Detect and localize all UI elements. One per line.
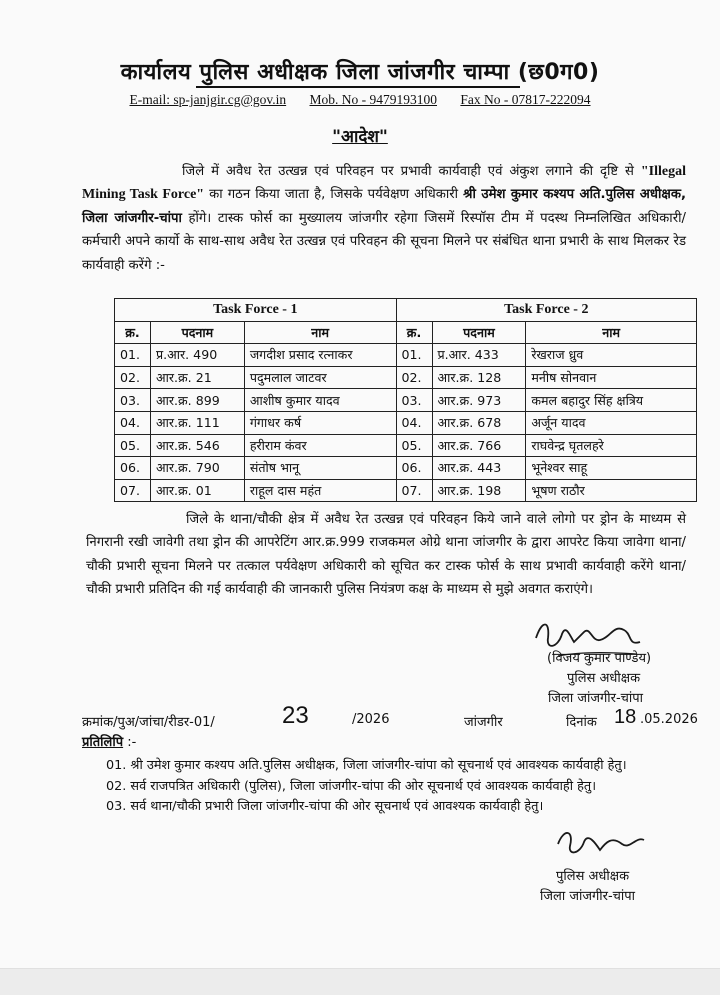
table-cell: 06. — [396, 457, 432, 480]
table-row — [115, 389, 697, 412]
table-row — [115, 434, 697, 457]
reference-prefix: क्रमांक/पुअ/जांचा/रीडर-01/ — [82, 715, 215, 730]
table-cell: गंगाधर कर्ष — [244, 411, 396, 434]
table-row — [115, 344, 697, 367]
signatory-designation: पुलिस अधीक्षक — [556, 869, 630, 884]
table-cell: 05. — [396, 434, 432, 457]
table-cell: मनीष सोनवान — [526, 366, 697, 389]
office-title: कार्यालय पुलिस अधीक्षक जिला जांजगीर चाम्पा (छ0ग0) — [120, 60, 600, 85]
table-cell: 06. — [115, 457, 151, 480]
date-day: 18 — [614, 706, 637, 728]
column-header-rank: पदनाम — [150, 321, 244, 344]
table-cell: आर.क्र. 766 — [432, 434, 526, 457]
table-cell: अर्जून यादव — [526, 411, 697, 434]
table-cell: आर.क्र. 899 — [150, 389, 244, 412]
column-header-name: नाम — [526, 321, 697, 344]
reference-number: 23 — [282, 702, 309, 729]
order-title: "आदेश" — [332, 127, 388, 147]
table-cell: प्र.आर. 433 — [432, 344, 526, 367]
table-cell: 07. — [396, 479, 432, 502]
table-cell: प्र.आर. 490 — [150, 344, 244, 367]
table-cell: 04. — [396, 411, 432, 434]
task-force-1-title: Task Force - 1 — [115, 299, 397, 322]
list-item: 02. सर्व राजपत्रित अधिकारी (पुलिस), जिला जांजगीर-चांपा की ओर सूचनार्थ एवं आवश्यक कार्यवाही हेतु। — [106, 778, 597, 794]
list-item: 01. श्री उमेश कुमार कश्यप अति.पुलिस अधीक्षक, जिला जांजगीर-चांपा को सूचनार्थ एवं आवश्यक कार्यवाही हेतु। — [106, 758, 627, 773]
column-header-sno: क्र. — [396, 321, 432, 344]
table-cell: राघवेन्द्र घृतलहरे — [526, 434, 697, 457]
table-cell: आशीष कुमार यादव — [244, 389, 396, 412]
intro-text-2: का गठन किया जाता है, जिसके पर्यवेक्षण अधिकारी — [209, 187, 459, 203]
table-cell: 07. — [115, 479, 151, 502]
task-force-name: "Illegal Mining Task Force" — [82, 164, 686, 203]
table-row — [115, 411, 697, 434]
task-force-table — [114, 298, 697, 502]
title-underline — [196, 86, 520, 88]
signatory-district: जिला जांजगीर-चांपा — [540, 889, 636, 904]
mobile-text: Mob. No - 9479193100 — [309, 92, 438, 107]
body-text: जिले के थाना/चौकी क्षेत्र में अवैध रेत उत्खन्न एवं परिवहन किये जाने वाले लोगो पर ड्रोन के माध्यम से निगरानी रखी जावेगी तथा ड्रोन की आपरेटिंग आर.क्र.999 राजकमल ओग्रे थाना जांजगीर के द्वारा आपरेट किया जावेगा थाना/चौकी प्रभारी सूचना मिलने पर तत्काल पर्यवेक्षण अधिकारी को सूचित कर टास्क फोर्स के साथ प्रभावी कार्यवाही करेंगे थाना/चौकी प्रभारी प्रतिदिन की गई कार्यवाही की जानकारी पुलिस नियंत्रण कक्ष के माध्यम से मुझे अवगत कराएंगे। — [86, 512, 686, 598]
copy-list — [106, 756, 627, 818]
intro-text-3: होंगे। टास्क फोर्स का मुख्यालय जांजगीर रहेगा जिसमें रिस्पॉस टीम में पदस्थ निम्नलिखित अधिकारी/कर्मचारी अपने कार्यो के साथ-साथ अवैध रेत उत्खन्न एवं परिवहन की सूचना मिलने पर संबंधित थाना प्रभारी के साथ मिलकर रेड कार्यवाही करेंगे :- — [82, 210, 686, 273]
column-header-rank: पदनाम — [432, 321, 526, 344]
table-cell: भूषण राठौर — [526, 479, 697, 502]
table-cell: 04. — [115, 411, 151, 434]
table-cell: भूनेश्वर साहू — [526, 457, 697, 480]
table-cell: आर.क्र. 546 — [150, 434, 244, 457]
table-cell: 03. — [115, 389, 151, 412]
table-cell: संतोष भानू — [244, 457, 396, 480]
table-cell: आर.क्र. 973 — [432, 389, 526, 412]
table-cell: आर.क्र. 01 — [150, 479, 244, 502]
task-force-2-title: Task Force - 2 — [396, 299, 696, 322]
signatory-designation: पुलिस अधीक्षक — [567, 671, 641, 686]
table-cell: 01. — [115, 344, 151, 367]
date-rest: .05.2026 — [640, 712, 698, 727]
table-cell: 03. — [396, 389, 432, 412]
table-cell: राहूल दास महंत — [244, 479, 396, 502]
table-cell: हरीराम कंवर — [244, 434, 396, 457]
contact-line — [0, 92, 720, 108]
table-cell: आर.क्र. 678 — [432, 411, 526, 434]
table-cell: आर.क्र. 198 — [432, 479, 526, 502]
column-header-sno: क्र. — [115, 321, 151, 344]
table-cell: कमल बहादुर सिंह क्षत्रिय — [526, 389, 697, 412]
table-cell: आर.क्र. 21 — [150, 366, 244, 389]
table-cell: रेखराज ध्रुव — [526, 344, 697, 367]
table-cell: पदुमलाल जाटवर — [244, 366, 396, 389]
reference-year: /2026 — [352, 712, 390, 727]
table-cell: 05. — [115, 434, 151, 457]
body-paragraph — [86, 508, 686, 602]
email-text: E-mail: sp-janjgir.cg@gov.in — [129, 92, 287, 107]
dispatch-place: जांजगीर — [464, 715, 503, 730]
page-bottom-edge — [0, 968, 720, 995]
list-item: 03. सर्व थाना/चौकी प्रभारी जिला जांजगीर-चांपा की ओर सूचनार्थ एवं आवश्यक कार्यवाही हेतु। — [106, 799, 544, 814]
column-header-name: नाम — [244, 321, 396, 344]
signatory-district: जिला जांजगीर-चांपा — [548, 691, 644, 706]
supervisor-name: श्री उमेश कुमार कश्यप अति.पुलिस अधीक्षक, जिला जांजगीर-चांपा — [82, 187, 686, 226]
table-cell: 01. — [396, 344, 432, 367]
intro-paragraph — [82, 160, 686, 277]
copy-suffix: :- — [127, 735, 137, 750]
signatory-name: (विजय कुमार पाण्डेय) — [547, 651, 652, 666]
date-label: दिनांक — [566, 715, 597, 730]
table-cell: आर.क्र. 790 — [150, 457, 244, 480]
signature-scribble — [552, 822, 648, 870]
table-cell: 02. — [115, 366, 151, 389]
intro-text-1: जिले में अवैध रेत उत्खन्न एवं परिवहन पर प्रभावी कार्यवाही एवं अंकुश लगाने की दृष्टि से — [182, 164, 634, 179]
table-row — [115, 366, 697, 389]
fax-text: Fax No - 07817-222094 — [460, 92, 591, 107]
copy-label: प्रतिलिपि — [82, 735, 124, 750]
copy-heading — [82, 732, 136, 750]
table-cell: आर.क्र. 128 — [432, 366, 526, 389]
table-cell: जगदीश प्रसाद रत्नाकर — [244, 344, 396, 367]
table-row — [115, 479, 697, 502]
table-cell: 02. — [396, 366, 432, 389]
table-row — [115, 457, 697, 480]
table-cell: आर.क्र. 111 — [150, 411, 244, 434]
table-cell: आर.क्र. 443 — [432, 457, 526, 480]
